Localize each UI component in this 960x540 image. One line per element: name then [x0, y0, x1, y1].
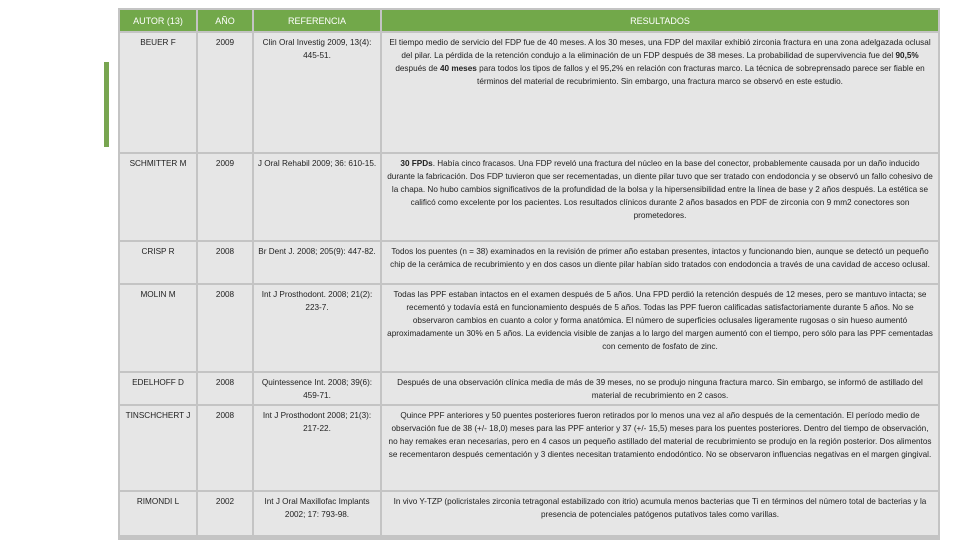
anio-cell: 2009 — [198, 154, 252, 240]
resultados-cell: Todos los puentes (n = 38) examinados en la revisión de primer año estaban presentes, intactos y funcionando bien, aunque se detectó un pequeño chip de la cerámica de recubrimiento y en dos casos un diente pilar habían sido tratados con endodoncia a través de una cavidad de acceso oclusal. — [382, 242, 938, 283]
studies-table-container — [118, 8, 940, 540]
table-row — [120, 373, 938, 404]
resultados-text: para todos los tipos de fallos y el 95,2% en relación con fracturas marco. La técnica de sobreprensado parece ser fiable en términos del material de recubrimiento. Sin embargo, una fractura marco se observó en este estudio. — [476, 64, 925, 86]
resultados-highlight: 30 FPDs — [400, 159, 433, 168]
resultados-highlight: 40 meses — [439, 64, 477, 73]
table-row — [120, 285, 938, 371]
anio-cell: 2008 — [198, 242, 252, 283]
referencia-cell: Int J Prosthodont 2008; 21(3): 217-22. — [254, 406, 380, 490]
resultados-cell — [382, 154, 938, 240]
resultados-cell: Todas las PPF estaban intactos en el examen después de 5 años. Una FPD perdió la retención después de 12 meses, pero se mantuvo intacta; se recementó y todavía está en funcionamiento después de 5 años. Todas las PPF fueron calificadas satisfactoriamente durante 5 años. No se observaron cambios en cuanto a color y forma anatómica. El número de superficies oclusales ligeramente rugosas o sin hueso aumentó aproximadamente un 30% en 5 años. La evidencia visible de zanjas a lo largo del margen aumentó con el tiempo, pero sólo para las PPF cementadas con cemento de fosfato de zinc. — [382, 285, 938, 371]
table-row — [120, 242, 938, 283]
table-row — [120, 154, 938, 240]
referencia-cell: Clin Oral Investig 2009, 13(4): 445-51. — [254, 33, 380, 152]
autor-cell: SCHMITTER M — [120, 154, 196, 240]
anio-cell: 2002 — [198, 492, 252, 535]
resultados-text: después de — [395, 64, 440, 73]
studies-table — [118, 8, 940, 537]
referencia-cell: Int J Oral Maxillofac Implants 2002; 17: 793-98. — [254, 492, 380, 535]
autor-cell: RIMONDI L — [120, 492, 196, 535]
resultados-highlight: 90,5% — [895, 51, 919, 60]
resultados-text: . Había cinco fracasos. Una FDP reveló una fractura del núcleo en la base del conector, probablemente causada por un daño inducido durante la fabricación. Dos FDP tuvieron que ser recementadas, un diente pilar tuvo que ser tratado con endodoncia y se observó un fallo cohesivo de la chapa. No hubo cambios significativos de la profundidad de la bolsa y la hipersensibilidad entre la línea de base y 2 años después. La estética se calificó como excelente por los pacientes. Los resultados clínicos durante 2 años basados en PDF de zirconia con 9 mm2 conectores son prometedores. — [387, 159, 933, 220]
anio-cell: 2008 — [198, 285, 252, 371]
table-row — [120, 33, 938, 152]
referencia-cell: J Oral Rehabil 2009; 36: 610-15. — [254, 154, 380, 240]
table-row — [120, 492, 938, 535]
accent-bar — [104, 62, 109, 147]
anio-cell: 2008 — [198, 373, 252, 404]
header-row — [120, 10, 938, 31]
resultados-cell — [382, 33, 938, 152]
resultados-cell: Quince PPF anteriores y 50 puentes posteriores fueron retirados por lo menos una vez al año después de la cementación. El período medio de observación fue de 38 (+/- 18,0) meses para las PPF anterior y 37 (+/- 15,5) meses para los puentes posteriores. Dentro del tiempo de observación, no hay remakes eran necesarias, pero en 4 casos un pequeño astillado del material de recubrimiento se produjo en la región posterior. Dos alimentos se recementaron después cementación y 3 dientes necesitan tratamiento endodóntico. No se observaron influencias negativas en el margen gingival. — [382, 406, 938, 490]
table-row — [120, 406, 938, 490]
resultados-text: El tiempo medio de servicio del FDP fue de 40 meses. A los 30 meses, una FDP del maxilar exhibió zirconia fractura en una zona adelgazada oclusal del pilar. La pérdida de la retención condujo a la eliminación de un FDP después de 38 meses. La probabilidad de supervivencia fue del — [389, 38, 931, 60]
header-autor: AUTOR (13) — [120, 10, 196, 31]
autor-cell: BEUER F — [120, 33, 196, 152]
resultados-cell: In vivo Y-TZP (policristales zirconia tetragonal estabilizado con itrio) acumula menos bacterias que Ti en términos del número total de bacterias y la presencia de potenciales patógenos putativos tales como varillas. — [382, 492, 938, 535]
anio-cell: 2008 — [198, 406, 252, 490]
anio-cell: 2009 — [198, 33, 252, 152]
header-resultados: RESULTADOS — [382, 10, 938, 31]
referencia-cell: Br Dent J. 2008; 205(9): 447-82. — [254, 242, 380, 283]
header-referencia: REFERENCIA — [254, 10, 380, 31]
autor-cell: CRISP R — [120, 242, 196, 283]
autor-cell: TINSCHCHERT J — [120, 406, 196, 490]
referencia-cell: Quintessence Int. 2008; 39(6): 459-71. — [254, 373, 380, 404]
autor-cell: EDELHOFF D — [120, 373, 196, 404]
autor-cell: MOLIN M — [120, 285, 196, 371]
resultados-cell: Después de una observación clínica media de más de 39 meses, no se produjo ninguna fractura marco. Sin embargo, se informó de astillado del material de recubrimiento en 2 casos. — [382, 373, 938, 404]
referencia-cell: Int J Prosthodont. 2008; 21(2): 223-7. — [254, 285, 380, 371]
header-anio: AÑO — [198, 10, 252, 31]
